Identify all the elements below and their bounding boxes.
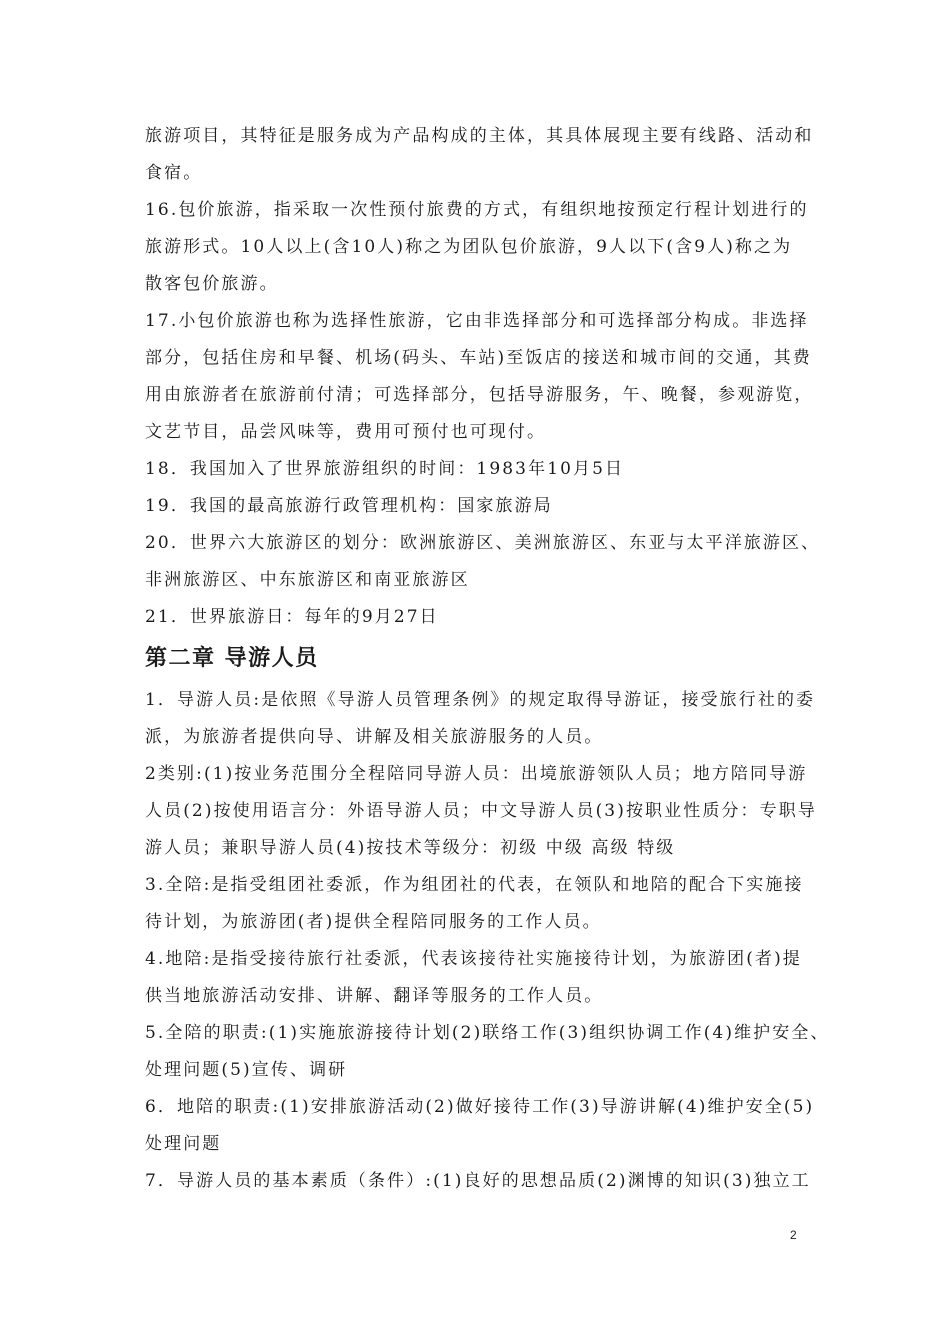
text-line: 5.全陪的职责:(1)实施旅游接待计划(2)联络工作(3)组织协调工作(4)维护安全、 xyxy=(145,1023,830,1043)
text-line: 游人员；兼职导游人员(4)按技术等级分：初级 中级 高级 特级 xyxy=(145,838,676,858)
text-line: 处理问题 xyxy=(145,1134,222,1154)
text-line: 19．我国的最高旅游行政管理机构：国家旅游局 xyxy=(145,496,553,516)
text-line: 非洲旅游区、中东旅游区和南亚旅游区 xyxy=(145,570,470,590)
text-line: 派，为旅游者提供向导、讲解及相关旅游服务的人员。 xyxy=(145,727,604,747)
text-line: 20．世界六大旅游区的划分：欧洲旅游区、美洲旅游区、东亚与太平洋旅游区、 xyxy=(145,533,821,553)
text-line: 文艺节目，品尝风味等，费用可预付也可现付。 xyxy=(145,422,547,442)
text-line: 旅游项目，其特征是服务成为产品构成的主体，其具体展现主要有线路、活动和 xyxy=(145,126,814,146)
section-after-heading xyxy=(145,682,830,1200)
page-content xyxy=(145,118,830,1200)
text-line: 人员(2)按使用语言分：外语导游人员；中文导游人员(3)按职业性质分：专职导 xyxy=(145,801,817,821)
text-line: 4.地陪:是指受接待旅行社委派，代表该接待社实施接待计划，为旅游团(者)提 xyxy=(145,949,802,969)
text-line: 17.小包价旅游也称为选择性旅游，它由非选择部分和可选择部分构成。非选择 xyxy=(145,311,809,331)
text-line: 部分，包括住房和早餐、机场(码头、车站)至饭店的接送和城市间的交通，其费 xyxy=(145,348,812,368)
text-line: 用由旅游者在旅游前付清；可选择部分，包括导游服务，午、晚餐，参观游览， xyxy=(145,385,814,405)
text-line: 2类别:(1)按业务范围分全程陪同导游人员：出境旅游领队人员；地方陪同导游 xyxy=(145,764,808,784)
text-line: 16.包价旅游，指采取一次性预付旅费的方式，有组织地按预定行程计划进行的 xyxy=(145,200,809,220)
text-line: 7．导游人员的基本素质（条件）:(1)良好的思想品质(2)渊博的知识(3)独立工 xyxy=(145,1171,811,1191)
page-number: 2 xyxy=(790,1228,797,1242)
text-line: 3.全陪:是指受组团社委派，作为组团社的代表，在领队和地陪的配合下实施接 xyxy=(145,875,804,895)
text-line: 食宿。 xyxy=(145,163,203,183)
text-line: 旅游形式。10人以上(含10人)称之为团队包价旅游，9人以下(含9人)称之为 xyxy=(145,237,793,257)
text-line: 6．地陪的职责:(1)安排旅游活动(2)做好接待工作(3)导游讲解(4)维护安全(5) xyxy=(145,1097,815,1117)
text-line: 散客包价旅游。 xyxy=(145,274,279,294)
section-before-heading xyxy=(145,118,821,636)
text-line: 供当地旅游活动安排、讲解、翻译等服务的工作人员。 xyxy=(145,986,604,1006)
text-line: 1．导游人员:是依照《导游人员管理条例》的规定取得导游证，接受旅行社的委 xyxy=(145,690,816,710)
chapter-heading: 第二章 导游人员 xyxy=(145,646,319,671)
text-line: 待计划，为旅游团(者)提供全程陪同服务的工作人员。 xyxy=(145,912,602,932)
text-line: 18．我国加入了世界旅游组织的时间：1983年10月5日 xyxy=(145,459,625,479)
text-line: 处理问题(5)宣传、调研 xyxy=(145,1060,348,1080)
text-line: 21．世界旅游日：每年的9月27日 xyxy=(145,607,439,627)
